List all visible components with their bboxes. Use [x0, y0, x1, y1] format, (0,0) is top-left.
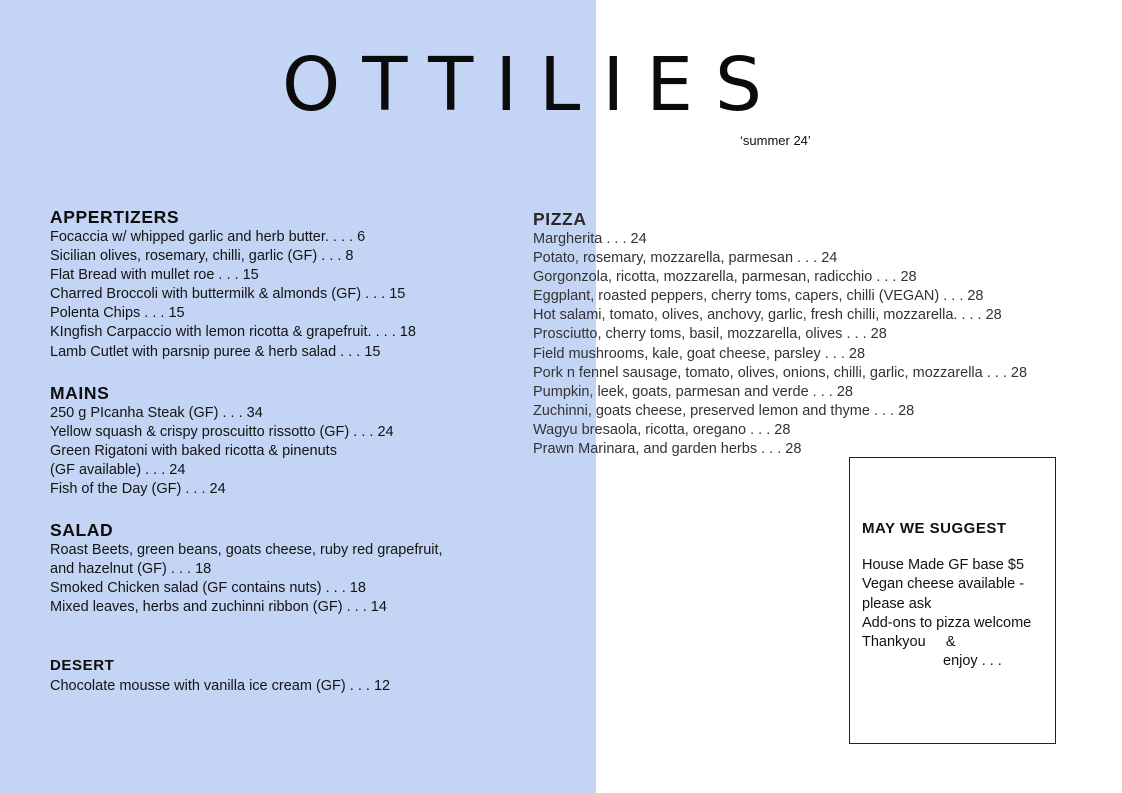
menu-item: Prosciutto, cherry toms, basil, mozzarella, olives . . . 28 — [533, 326, 887, 343]
restaurant-logo-title: OTTILIES — [282, 42, 784, 128]
menu-item: KIngfish Carpaccio with lemon ricotta & grapefruit. . . . 18 — [50, 324, 416, 341]
mains-section — [50, 382, 394, 499]
salad-heading: SALAD — [50, 520, 114, 540]
menu-item: Prawn Marinara, and garden herbs . . . 28 — [533, 441, 802, 458]
desert-section — [50, 655, 390, 696]
menu-item: (GF available) . . . 24 — [50, 462, 186, 479]
mains-list — [50, 404, 394, 499]
suggestion-box — [849, 457, 1056, 744]
menu-item: Gorgonzola, ricotta, mozzarella, parmesan, radicchio . . . 28 — [533, 269, 917, 286]
menu-item: Eggplant, roasted peppers, cherry toms, capers, chilli (VEGAN) . . . 28 — [533, 288, 984, 305]
mains-heading: MAINS — [50, 383, 110, 403]
pizza-section — [533, 208, 1027, 459]
menu-item: Field mushrooms, kale, goat cheese, parsley . . . 28 — [533, 345, 866, 362]
menu-item: Zuchinni, goats cheese, preserved lemon and thyme . . . 28 — [533, 402, 915, 419]
appetizers-section — [50, 206, 416, 362]
menu-item: and hazelnut (GF) . . . 18 — [50, 561, 212, 578]
menu-item: Pumpkin, leek, goats, parmesan and verde . . . 28 — [533, 383, 853, 400]
menu-item: Yellow squash & crispy proscuitto rissotto (GF) . . . 24 — [50, 424, 394, 441]
appetizers-heading: APPERTIZERS — [50, 207, 180, 227]
menu-item: Potato, rosemary, mozzarella, parmesan . . . 24 — [533, 250, 838, 267]
suggestion-line: House Made GF base $5 — [862, 557, 1025, 573]
menu-item: Polenta Chips . . . 15 — [50, 305, 185, 322]
suggestion-line: please ask — [862, 595, 932, 612]
suggestion-line: enjoy . . . — [943, 653, 1002, 670]
menu-item: Focaccia w/ whipped garlic and herb butter. . . . 6 — [50, 229, 366, 245]
suggestion-line: Thankyou & — [862, 634, 956, 651]
menu-item: Mixed leaves, herbs and zuchinni ribbon (GF) . . . 14 — [50, 599, 387, 616]
menu-item: Fish of the Day (GF) . . . 24 — [50, 481, 226, 498]
menu-item: Sicilian olives, rosemary, chilli, garlic (GF) . . . 8 — [50, 248, 354, 265]
menu-item: Pork n fennel sausage, tomato, olives, onions, chilli, garlic, mozzarella . . . 28 — [533, 364, 1028, 381]
menu-item: Flat Bread with mullet roe . . . 15 — [50, 267, 259, 284]
menu-item: 250 g PIcanha Steak (GF) . . . 34 — [50, 405, 263, 421]
menu-item: Margherita . . . 24 — [533, 231, 647, 247]
menu-item: Charred Broccoli with buttermilk & almonds (GF) . . . 15 — [50, 286, 406, 303]
pizza-list — [533, 230, 1027, 459]
menu-item: Roast Beets, green beans, goats cheese, ruby red grapefruit, — [50, 542, 443, 558]
desert-heading: DESERT — [50, 657, 115, 674]
appetizers-list — [50, 228, 416, 362]
menu-item: Green Rigatoni with baked ricotta & pinenuts — [50, 443, 337, 460]
season-label: ‘summer 24’ — [740, 133, 811, 148]
pizza-heading: PIZZA — [533, 209, 587, 229]
suggestion-line: Add-ons to pizza welcome — [862, 614, 1032, 631]
menu-item: Wagyu bresaola, ricotta, oregano . . . 28 — [533, 421, 791, 438]
salad-section — [50, 519, 443, 617]
desert-list — [50, 677, 390, 696]
menu-item: Lamb Cutlet with parsnip puree & herb salad . . . 15 — [50, 343, 381, 360]
suggestion-heading: MAY WE SUGGEST — [862, 520, 1007, 537]
salad-list — [50, 541, 443, 617]
menu-item: Chocolate mousse with vanilla ice cream (GF) . . . 12 — [50, 678, 391, 694]
menu-item: Hot salami, tomato, olives, anchovy, garlic, fresh chilli, mozzarella. . . . 28 — [533, 307, 1002, 324]
menu-item: Smoked Chicken salad (GF contains nuts) . . . 18 — [50, 580, 366, 597]
suggestion-line: Vegan cheese available - — [862, 576, 1025, 593]
